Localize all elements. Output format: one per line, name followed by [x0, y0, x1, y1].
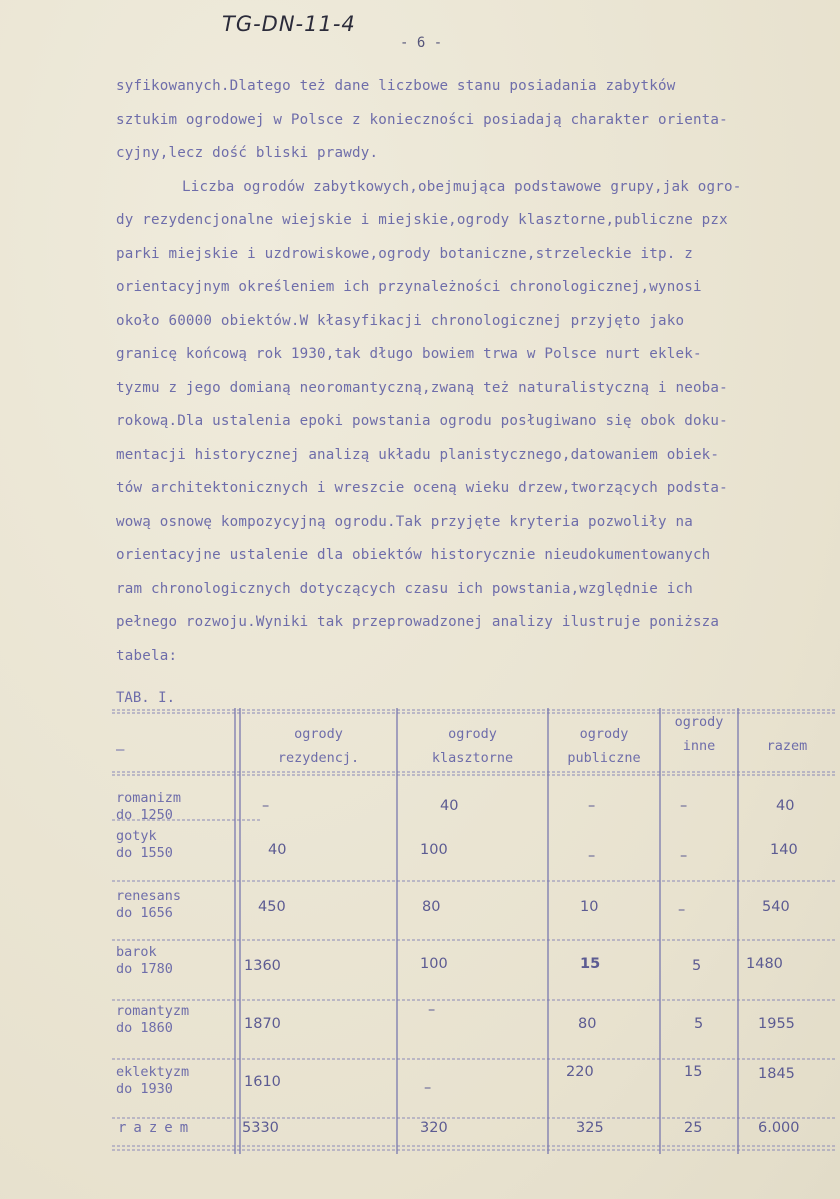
row-label-line: romanizm: [116, 790, 182, 806]
page-number: - 6 -: [400, 35, 443, 51]
text-line: dy rezydencjonalne wiejskie i miejskie,ogrody klasztorne,publiczne pzx: [116, 212, 728, 228]
header-line: inne: [682, 738, 716, 754]
row-label-line: do 1250: [116, 807, 173, 823]
table-cell: 40: [440, 798, 459, 814]
body-text: [116, 70, 836, 673]
table-cell: 5: [692, 958, 702, 974]
table-cell: 140: [770, 842, 798, 858]
text-line: pełnego rozwoju.Wyniki tak przeprowadzonej analizy ilustruje poniższa: [116, 614, 720, 630]
text-line: tów architektonicznych i wreszcie oceną wieku drzew,tworzących podsta-: [116, 480, 728, 496]
row-label-line: do 1930: [116, 1081, 173, 1097]
row-label-line: gotyk: [116, 828, 157, 844]
header-line: ogrody: [294, 726, 343, 742]
table-caption: TAB. I.: [116, 690, 176, 706]
table-cell: 325: [576, 1120, 604, 1136]
text-line: rokową.Dla ustalenia epoki powstania ogrodu posługiwano się obok doku-: [116, 413, 728, 429]
header-line: klasztorne: [431, 750, 514, 766]
header-razem: razem: [766, 738, 808, 754]
table-cell: –: [588, 798, 596, 814]
header-line: ogrody: [579, 726, 629, 742]
archive-reference: TG-DN-11-4: [222, 12, 356, 36]
table-cell: –: [680, 848, 688, 864]
header-line: ogrody: [448, 726, 497, 742]
text-line: sztukim ogrodowej w Polsce z konieczności posiadają charakter orienta-: [116, 111, 728, 128]
text-line: orientacyjnym określeniem ich przynależności chronologicznej,wynosi: [116, 279, 702, 295]
text-line: ram chronologicznych dotyczących czasu ich powstania,względnie ich: [116, 580, 693, 597]
row-label-romanizm: [116, 790, 181, 824]
table-cell: 80: [578, 1016, 597, 1032]
table-cell: 540: [762, 899, 790, 915]
header-line: rezydencj.: [277, 750, 360, 766]
table-cell: 25: [684, 1120, 703, 1136]
table-cell: 15: [580, 956, 601, 972]
table-cell: –: [262, 798, 270, 814]
text-line: wową osnowę kompozycyjną ogrodu.Tak przyjęte kryteria pozwoliły na: [116, 513, 693, 530]
row-label-renesans: [116, 888, 181, 922]
header-line: publiczne: [567, 750, 641, 766]
table-cell: 1360: [244, 958, 281, 974]
text-line: mentacji historycznej analizą układu planistycznego,datowaniem obiek-: [116, 446, 720, 463]
table-cell: –: [680, 798, 688, 814]
table-cell: 450: [258, 899, 286, 915]
table-cell: 5: [694, 1016, 704, 1032]
table-cell: –: [678, 902, 686, 918]
text-line: cyjny,lecz dość bliski prawdy.: [116, 145, 379, 161]
row-label-line: eklektyzm: [116, 1064, 190, 1080]
row-label-line: do 1656: [116, 905, 173, 921]
row-label-line: romantyzm: [116, 1003, 190, 1019]
row-label-gotyk: [116, 828, 173, 862]
header-ogrody-inne: [660, 710, 738, 758]
row-label-eklektyzm: [116, 1064, 189, 1098]
table-cell: 10: [580, 899, 599, 915]
row-label-razem: razem: [118, 1120, 196, 1136]
table-cell: –: [588, 848, 596, 864]
table-cell: 320: [420, 1120, 448, 1136]
table-cell: 15: [684, 1064, 703, 1080]
table-cell: 6.000: [758, 1120, 800, 1136]
table-cell: 220: [566, 1064, 594, 1080]
text-line: tyzmu z jego domianą neoromantyczną,zwaną też naturalistyczną i neoba-: [116, 379, 728, 396]
row-label-line: do 1780: [116, 961, 173, 977]
table-rules: [112, 706, 836, 1156]
text-line: syfikowanych.Dlatego też dane liczbowe stanu posiadania zabytków: [116, 78, 676, 94]
header-ogrody-rezydencjonalne: [240, 722, 397, 770]
row-label-romantyzm: [116, 1003, 189, 1037]
table-cell: 5330: [242, 1120, 279, 1136]
header-line: ogrody: [674, 714, 724, 730]
header-dash: –: [116, 742, 125, 758]
row-label-line: renesans: [116, 888, 182, 904]
text-line: granicę końcową rok 1930,tak długo bowiem trwa w Polsce nurt eklek-: [116, 346, 702, 362]
table-cell: 1870: [244, 1016, 281, 1032]
table-cell: 40: [268, 842, 287, 858]
row-label-line: barok: [116, 944, 157, 960]
table-cell: –: [424, 1080, 432, 1096]
row-label-line: do 1550: [116, 845, 173, 861]
header-ogrody-klasztorne: [397, 722, 548, 770]
text-line: orientacyjne ustalenie dla obiektów historycznie nieudokumentowanych: [116, 547, 711, 563]
row-label-line: do 1860: [116, 1020, 173, 1036]
table-cell: 40: [776, 798, 795, 814]
header-ogrody-publiczne: [548, 722, 660, 770]
data-table: [112, 706, 836, 1156]
table-cell: 1955: [758, 1016, 795, 1032]
table-cell: 80: [422, 899, 441, 915]
text-line: tabela:: [116, 647, 178, 664]
table-cell: 100: [420, 842, 448, 858]
table-cell: 1480: [746, 956, 783, 972]
row-label-barok: [116, 944, 173, 978]
text-line: parki miejskie i uzdrowiskowe,ogrody botaniczne,strzeleckie itp. z: [116, 245, 693, 262]
table-cell: 100: [420, 956, 448, 972]
table-cell: –: [428, 1002, 436, 1018]
text-line: około 60000 obiektów.W kłasyfikacji chronologicznej przyjęto jako: [116, 312, 685, 329]
text-line: Liczba ogrodów zabytkowych,obejmująca podstawowe grupy,jak ogro-: [182, 178, 742, 195]
table-cell: 1610: [244, 1074, 281, 1090]
table-cell: 1845: [758, 1066, 795, 1082]
